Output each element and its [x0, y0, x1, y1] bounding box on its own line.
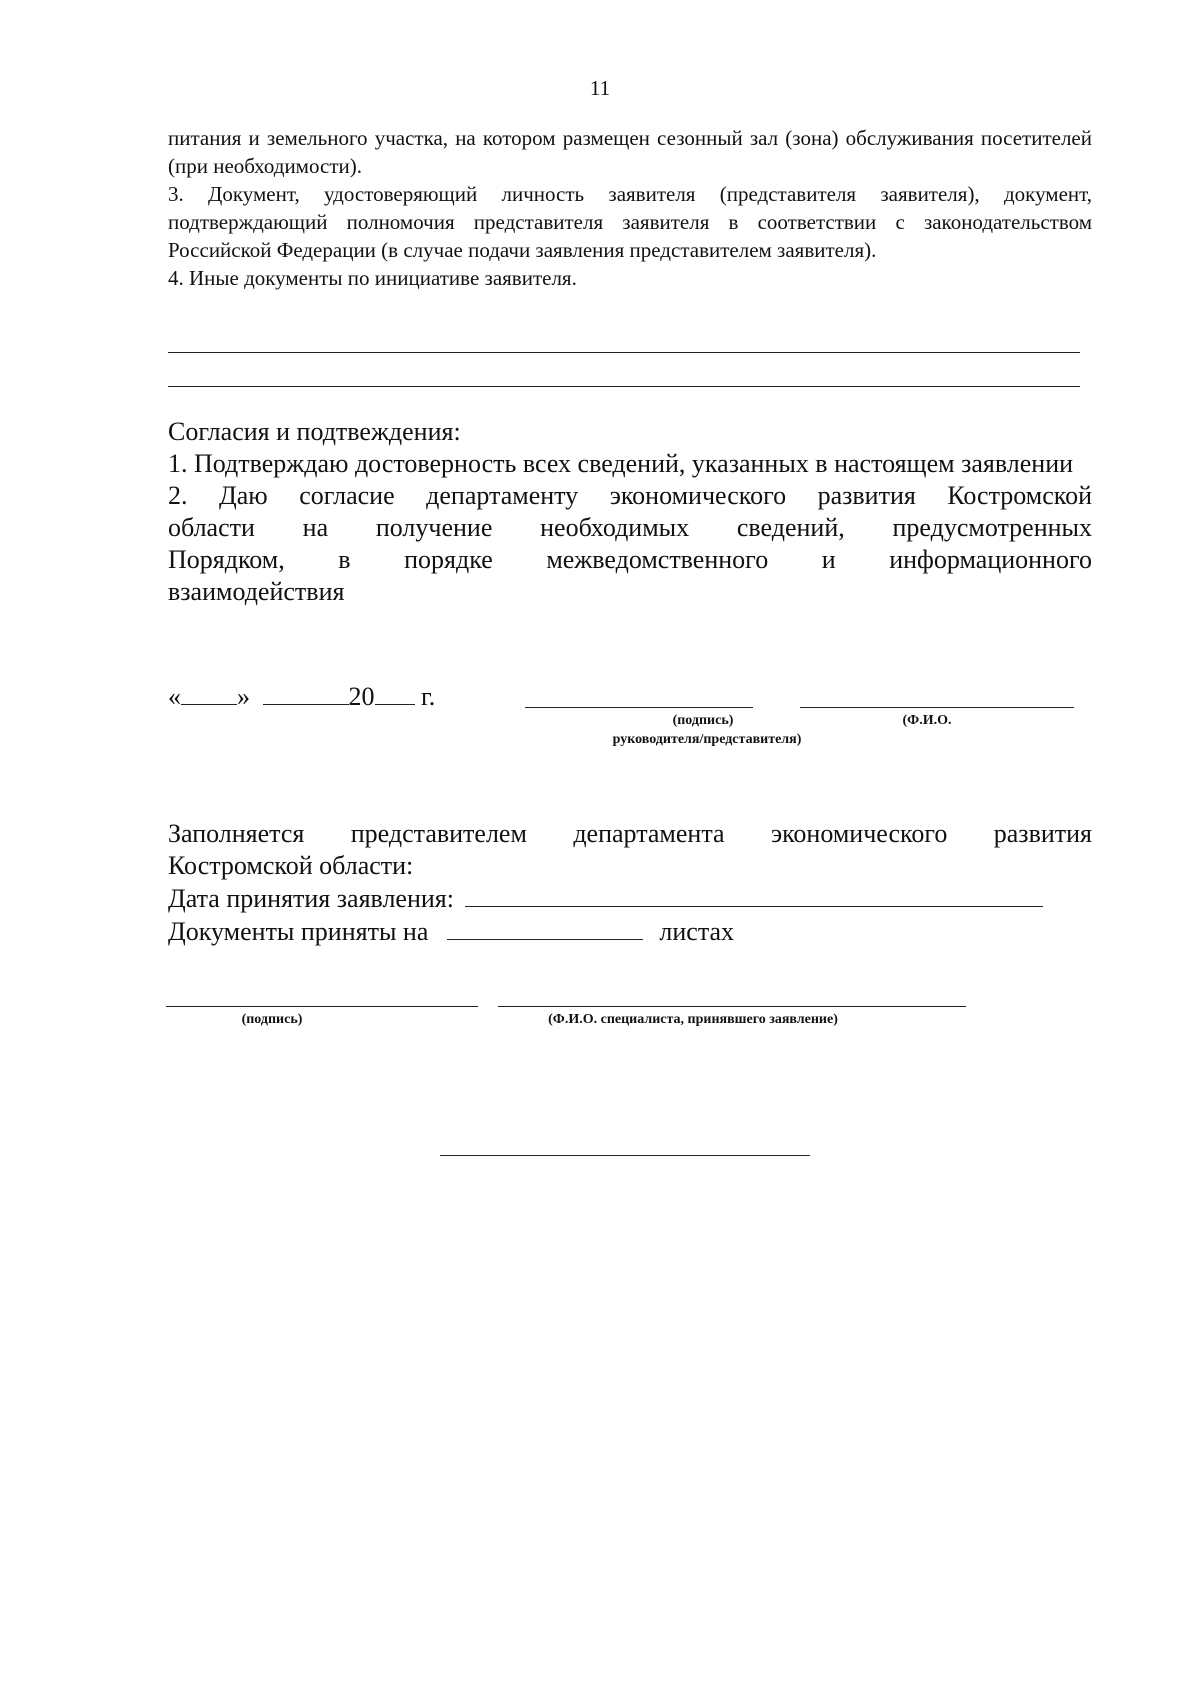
- intro-paragraph-1: питания и земельного участка, на котором размещен сезонный зал (зона) обслуживания посетителей (при необходимости).: [168, 126, 1092, 178]
- end-separator-line: [440, 1155, 810, 1156]
- consent-item-1: 1. Подтверждаю достоверность всех сведений, указанных в настоящем заявлении: [168, 449, 1074, 478]
- documents-list-continuation: [168, 124, 1092, 292]
- consent-item-2-line-4: взаимодействия: [168, 577, 345, 606]
- specialist-fio-label: (Ф.И.О. специалиста, принявшего заявление): [548, 1012, 838, 1027]
- year-prefix: 20: [348, 682, 375, 711]
- sheets-count-field[interactable]: [447, 915, 643, 940]
- docs-accepted-row: [168, 915, 1092, 948]
- page-number: 11: [589, 76, 611, 100]
- specialist-fio-field[interactable]: [498, 1006, 966, 1007]
- signature-field[interactable]: [525, 707, 753, 708]
- consent-section: [168, 416, 1092, 608]
- fio-label: (Ф.И.О.: [902, 713, 952, 728]
- fio-field[interactable]: [800, 707, 1074, 708]
- consent-item-2-line-3: Порядком, в порядке межведомственного и информационного: [168, 545, 1092, 574]
- date-accepted-label: Дата принятия заявления:: [168, 884, 454, 913]
- department-line-1: Заполняется представителем департамента экономического развития: [168, 819, 1092, 848]
- consent-heading: Согласия и подтвеждения:: [168, 417, 461, 446]
- consent-item-2-line-1: 2. Даю согласие департаменту экономического развития Костромской: [168, 481, 1092, 510]
- year-field[interactable]: [375, 680, 415, 705]
- date-line: [168, 680, 435, 713]
- specialist-signature-label: (подпись): [241, 1012, 303, 1027]
- specialist-signature-field[interactable]: [166, 1006, 478, 1007]
- department-fill-section: [168, 818, 1092, 948]
- blank-line-2[interactable]: [168, 386, 1080, 387]
- blank-line-1[interactable]: [168, 352, 1080, 353]
- open-quote: «: [168, 682, 181, 711]
- consent-item-2-line-2: области на получение необходимых сведений, предусмотренных: [168, 513, 1092, 542]
- intro-paragraph-3: 4. Иные документы по инициативе заявителя.: [168, 266, 577, 290]
- docs-accepted-label: Документы приняты на: [168, 917, 429, 946]
- day-field[interactable]: [181, 680, 237, 705]
- date-accepted-field[interactable]: [465, 882, 1043, 907]
- signature-label: (подпись): [672, 713, 734, 728]
- date-accepted-row: [168, 882, 1092, 915]
- docs-accepted-suffix: листах: [659, 917, 735, 946]
- close-quote: »: [237, 682, 250, 711]
- month-field[interactable]: [263, 680, 349, 705]
- year-suffix: г.: [421, 682, 436, 711]
- intro-paragraph-2: 3. Документ, удостоверяющий личность заявителя (представителя заявителя), документ, подтверждающий полномочия представителя заявителя в соответствии с законодательством Российской Федерации (в случае подачи заявления представителем заявителя).: [168, 182, 1092, 262]
- department-line-2: Костромской области:: [168, 851, 414, 880]
- signature-label-line-2: руководителя/представителя): [612, 732, 802, 747]
